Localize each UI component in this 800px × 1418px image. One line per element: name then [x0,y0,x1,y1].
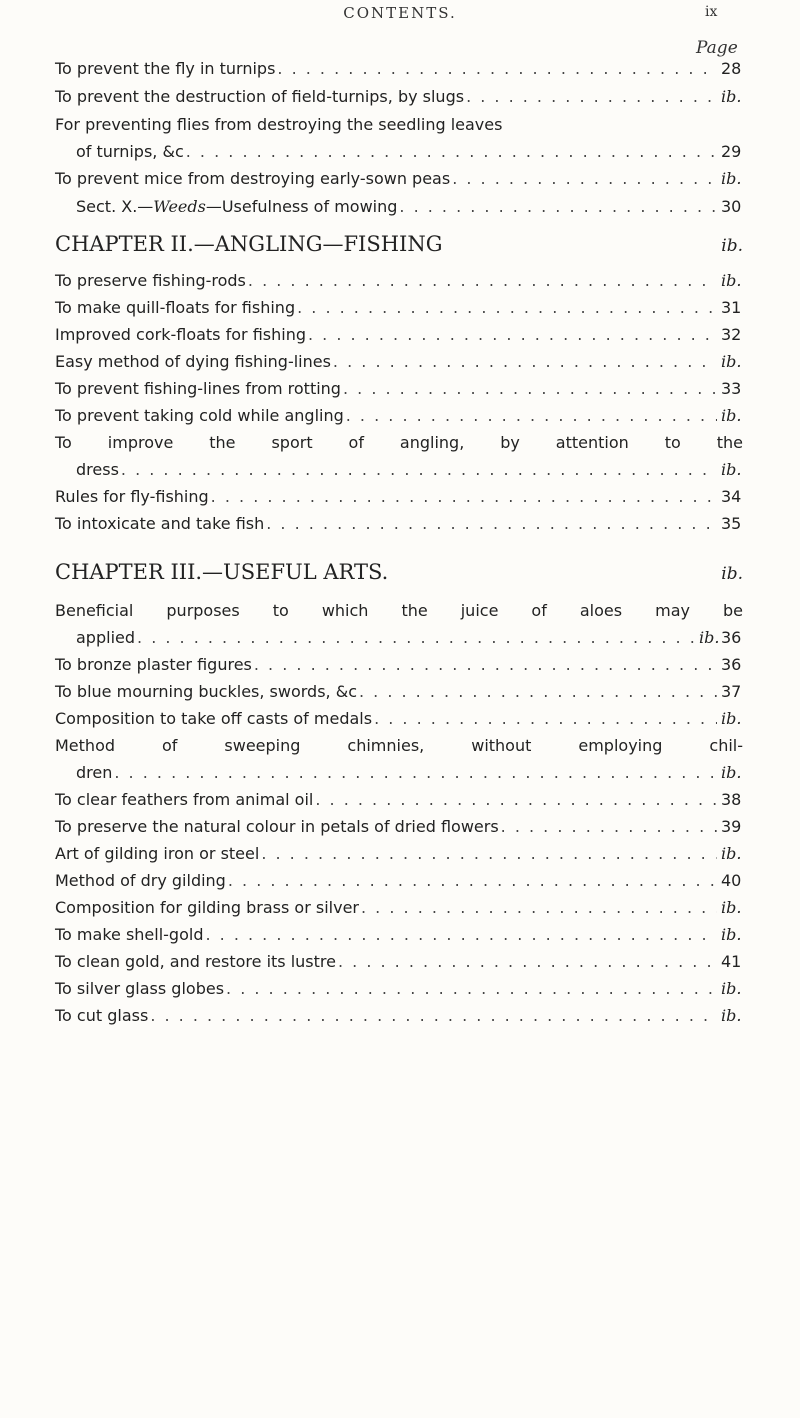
leader-dots [137,627,695,649]
toc-entry [55,978,743,1000]
entry-title: To intoxicate and take fish [55,514,265,533]
entry-title: To preserve fishing-rods [55,271,246,290]
toc-entry-continuation [76,762,743,784]
entry-title: To clear feathers from animal oil [55,790,314,809]
entry-title: To cut glass [55,1006,149,1025]
leader-dots [315,789,717,811]
toc-entry [55,351,743,373]
entry-title: For preventing flies from destroying the seedling leaves [55,115,503,134]
entry-title: Composition for gilding brass or silver [55,898,359,917]
entry-page: 28 [721,59,742,78]
leader-dots [361,897,717,919]
leader-dots [374,708,717,730]
toc-entry [55,924,743,946]
toc-entry [55,86,743,108]
toc-entry-continuation [76,459,743,481]
leader-dots [346,405,717,427]
entry-title: dren [76,763,113,782]
toc-entry [55,870,743,892]
toc-entry [55,816,743,838]
entry-title: Art of gilding iron or steel [55,844,260,863]
toc-entry [55,1005,743,1027]
toc-entry-continuation [76,141,743,163]
entry-page: ib. [721,460,742,479]
chapter-title: CHAPTER II.—ANGLING—FISHING [55,232,443,256]
leader-dots [114,762,717,784]
entry-page: ib. [721,709,742,728]
entry-page: ib. [721,979,742,998]
toc-entry [55,654,743,676]
entry-title: Rules for fly-fishing [55,487,209,506]
entry-page: ib. [721,271,742,290]
entry-title: To prevent mice from destroying early-sown peas [55,169,451,188]
entry-title: Method of dry gilding [55,871,226,890]
entry-title: Easy method of dying fishing-lines [55,352,331,371]
toc-entry [55,600,743,622]
entry-page: ib. [721,898,742,917]
section-prefix: Sect. X.— [76,197,154,216]
entry-title: To prevent taking cold while angling [55,406,344,425]
toc-entry [55,951,743,973]
chapter-heading [55,560,743,584]
folio-number: ix [705,4,718,20]
entry-page: 38 [721,790,742,809]
toc-entry-continuation [76,627,743,649]
entry-page: ib. [721,1006,742,1025]
entry-title: To preserve the natural colour in petals of dried flowers [55,817,499,836]
toc-entry [55,58,743,80]
leader-dots [297,297,717,319]
toc-entry [55,897,743,919]
entry-title: Composition to take off casts of medals [55,709,373,728]
entry-page: 35 [721,514,742,533]
entry-page: 32 [721,325,742,344]
entry-title: To silver glass globes [55,979,225,998]
toc-entry [55,405,743,427]
entry-title: To prevent fishing-lines from rotting [55,379,341,398]
entry-page: ib. [721,406,742,425]
entry-page-ref: ib. [699,628,720,647]
toc-section-entry [76,196,743,218]
toc-entry [55,513,743,535]
leader-dots [452,168,717,190]
chapter-page: ib. [721,236,743,256]
entry-page: 36 [721,655,742,674]
entry-title: To make shell-gold [55,925,204,944]
leader-dots [399,196,717,218]
entry-title: To prevent the destruction of field-turnips, by slugs [55,87,465,106]
entry-title: Method of sweeping chimnies, without employing chil- [55,736,743,755]
chapter-page: ib. [721,564,743,584]
entry-title: dress [76,460,119,479]
leader-dots [277,58,717,80]
entry-title: applied [76,628,136,647]
toc-entry [55,735,743,757]
toc-entry [55,432,743,454]
leader-dots [150,1005,717,1027]
toc-entry [55,843,743,865]
leader-dots [211,486,717,508]
entry-page: 29 [721,142,742,161]
leader-dots [308,324,717,346]
running-title: CONTENTS. [343,4,457,22]
entry-page: ib. [721,87,742,106]
entry-page: ib. [721,925,742,944]
entry-page: 36 [721,628,742,647]
entry-page: ib. [721,844,742,863]
toc-entry [55,486,743,508]
toc-entry [55,168,743,190]
entry-page: 33 [721,379,742,398]
leader-dots [343,378,717,400]
page-column-label: Page [696,38,738,58]
leader-dots [254,654,717,676]
entry-title: Beneficial purposes to which the juice of aloes may be [55,601,743,620]
toc-entry [55,270,743,292]
entry-title: To make quill-floats for fishing [55,298,296,317]
toc-entry [55,324,743,346]
leader-dots [205,924,717,946]
leader-dots [266,513,717,535]
toc-entry [55,681,743,703]
entry-page: 40 [721,871,742,890]
leader-dots [186,141,717,163]
toc-entry [55,297,743,319]
toc-entry [55,114,743,136]
leader-dots [333,351,717,373]
leader-dots [338,951,717,973]
entry-page: 39 [721,817,742,836]
entry-title: To blue mourning buckles, swords, &c [55,682,357,701]
entry-page: ib. [721,763,742,782]
entry-title: To bronze plaster figures [55,655,252,674]
entry-title: of turnips, &c [76,142,184,161]
entry-page: ib. [721,169,742,188]
leader-dots [501,816,717,838]
toc-entry [55,789,743,811]
chapter-heading [55,232,743,256]
entry-page: 31 [721,298,742,317]
section-title [76,196,397,218]
entry-title: To prevent the fly in turnips [55,59,276,78]
leader-dots [121,459,717,481]
leader-dots [248,270,717,292]
entry-page: 34 [721,487,742,506]
entry-title: To improve the sport of angling, by attention to the [55,433,743,452]
entry-page: 41 [721,952,742,971]
section-subject: Weeds [153,197,206,216]
chapter-title: CHAPTER III.—USEFUL ARTS. [55,560,389,584]
toc-entry [55,378,743,400]
entry-page: 37 [721,682,742,701]
entry-title: Improved cork-floats for fishing [55,325,306,344]
leader-dots [261,843,717,865]
leader-dots [466,86,717,108]
entry-page: ib. [721,352,742,371]
leader-dots [359,681,717,703]
section-suffix: —Usefulness of mowing [205,197,398,216]
entry-title: To clean gold, and restore its lustre [55,952,336,971]
toc-entry [55,708,743,730]
running-head [0,4,800,28]
leader-dots [228,870,717,892]
leader-dots [226,978,717,1000]
entry-page: 30 [721,197,742,216]
